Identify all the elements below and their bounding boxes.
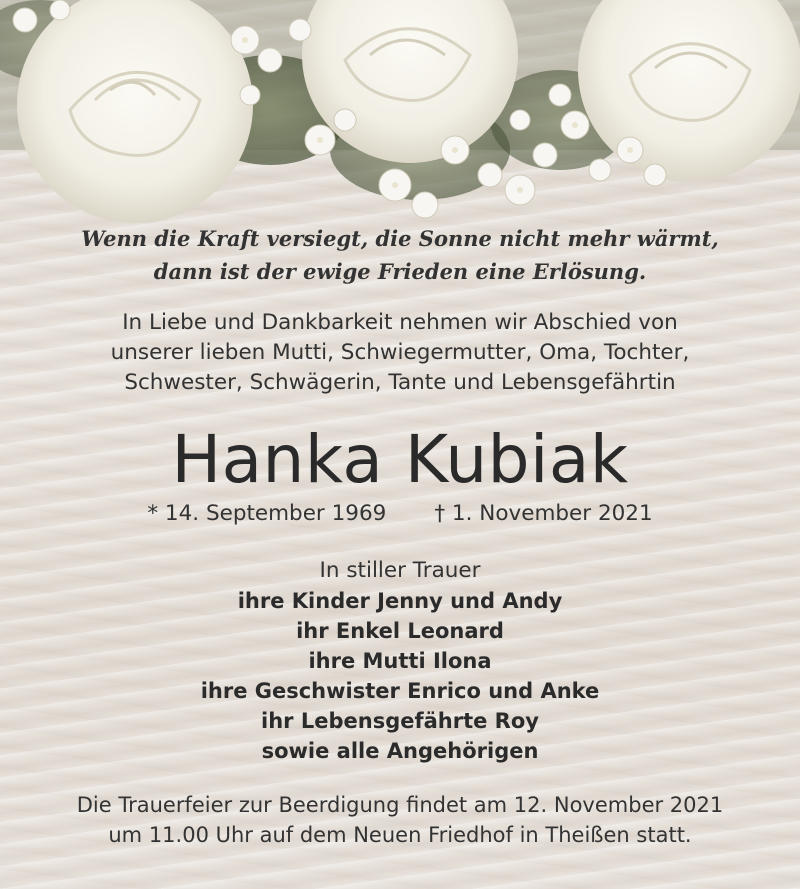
mourner-item: ihr Lebensgefährte Roy	[261, 709, 539, 733]
funeral-service-info	[0, 790, 800, 850]
motto-line: Wenn die Kraft versiegt, die Sonne nicht mehr wärmt,	[81, 226, 719, 251]
birth-date: * 14. September 1969	[147, 501, 387, 526]
service-line: um 11.00 Uhr auf dem Neuen Friedhof in Theißen statt.	[108, 823, 692, 847]
service-line: Die Trauerfeier zur Beerdigung findet am 12. November 2021	[76, 793, 724, 817]
intro-line: unserer lieben Mutti, Schwiegermutter, Oma, Tochter,	[110, 340, 690, 365]
deceased-name: Hanka Kubiak	[171, 421, 629, 498]
mourner-item: ihr Enkel Leonard	[296, 619, 504, 643]
life-dates	[0, 498, 800, 530]
white-roses-image	[0, 0, 800, 230]
mourner-item: ihre Kinder Jenny und Andy	[237, 589, 563, 613]
mourners-list	[0, 586, 800, 766]
motto-line: dann ist der ewige Frieden eine Erlösung.	[153, 259, 647, 284]
death-date: † 1. November 2021	[434, 501, 653, 526]
mourner-item: ihre Mutti Ilona	[308, 649, 492, 673]
mourning-heading: In stiller Trauer	[319, 558, 481, 583]
intro-line: In Liebe und Dankbarkeit nehmen wir Abschied von	[122, 310, 678, 335]
motto-quote	[0, 222, 800, 288]
mourner-item: ihre Geschwister Enrico und Anke	[200, 679, 600, 703]
intro-text	[0, 308, 800, 398]
intro-line: Schwester, Schwägerin, Tante und Lebensgefährtin	[124, 370, 676, 395]
mourner-item: sowie alle Angehörigen	[261, 739, 539, 763]
